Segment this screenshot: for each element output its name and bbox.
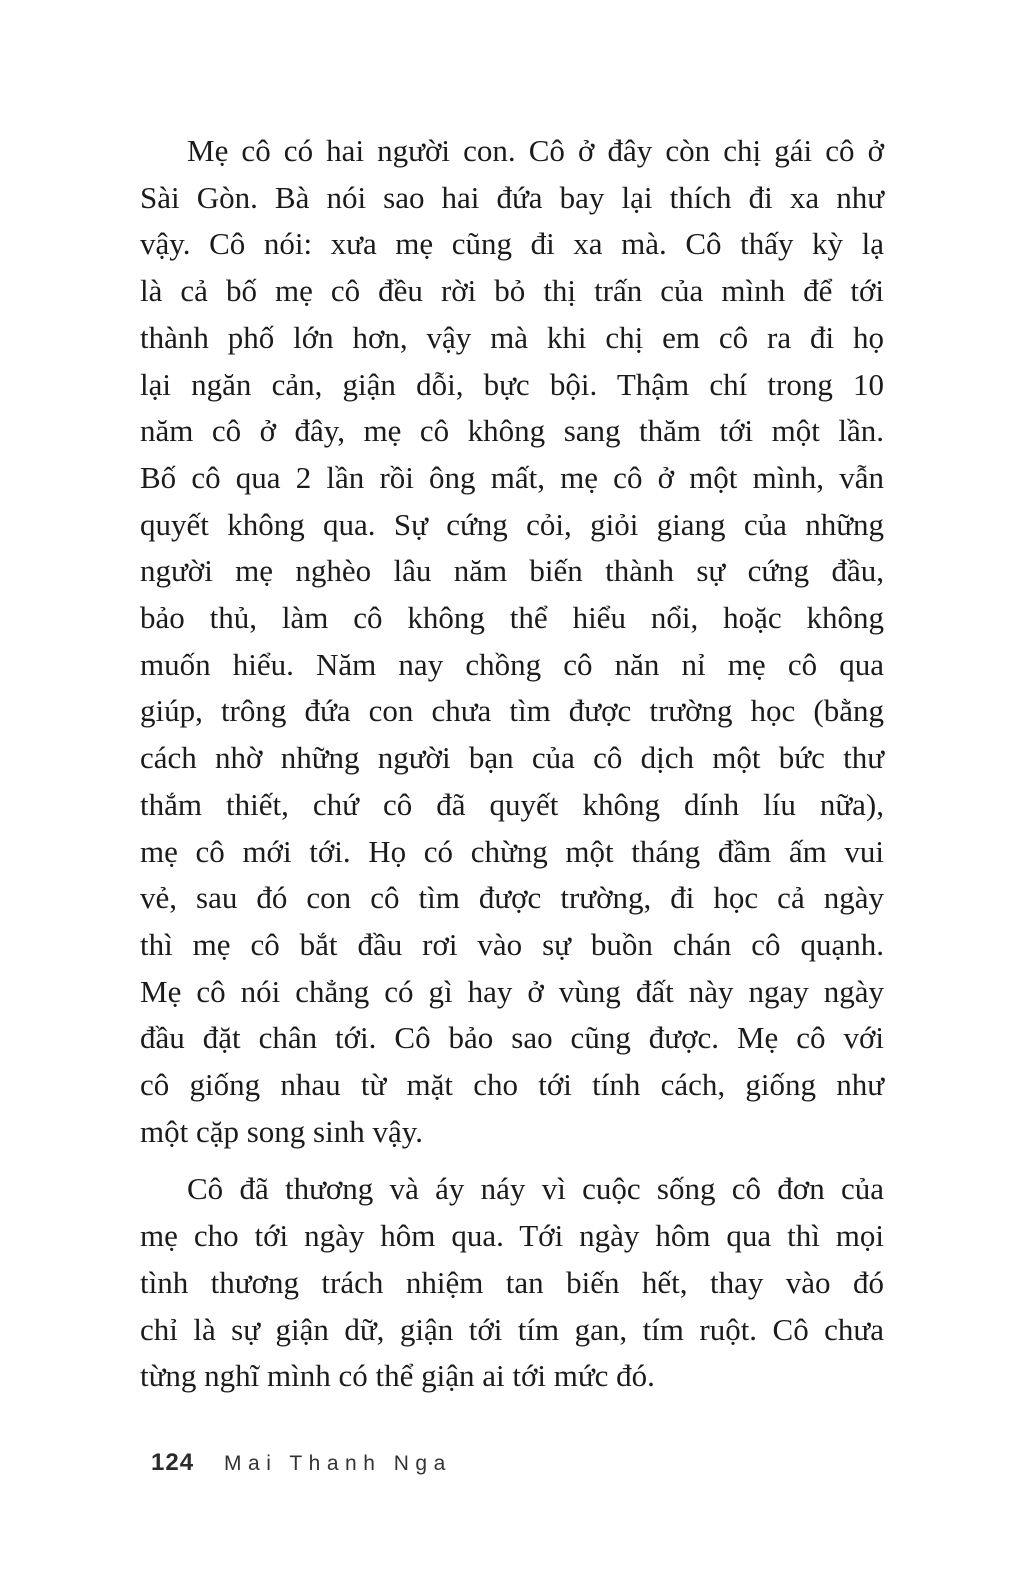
text-line: mẹ cho tới ngày hôm qua. Tới ngày hôm qua thì mọi [140, 1218, 884, 1254]
text-line: đầu đặt chân tới. Cô bảo sao cũng được. Mẹ cô với [140, 1020, 884, 1056]
paragraph-2 [140, 1166, 884, 1400]
paragraph-1 [140, 128, 884, 1155]
page-number: 124 [151, 1449, 195, 1476]
text-line: thì mẹ cô bắt đầu rơi vào sự buồn chán cô quạnh. [140, 926, 884, 962]
text-line: một cặp song sinh vậy. [140, 1113, 423, 1149]
text-line: người mẹ nghèo lâu năm biến thành sự cứng đầu, [140, 553, 884, 589]
text-line: quyết không qua. Sự cứng cỏi, giỏi giang của những [140, 506, 884, 542]
text-line: thành phố lớn hơn, vậy mà khi chị em cô ra đi họ [140, 319, 884, 355]
text-line: chỉ là sự giận dữ, giận tới tím gan, tím ruột. Cô chưa [140, 1311, 884, 1347]
text-line: cô giống nhau từ mặt cho tới tính cách, giống như [140, 1067, 884, 1103]
text-line: Sài Gòn. Bà nói sao hai đứa bay lại thích đi xa như [140, 179, 884, 215]
text-line: Cô đã thương và áy náy vì cuộc sống cô đơn của [187, 1171, 884, 1207]
text-line: tình thương trách nhiệm tan biến hết, thay vào đó [140, 1264, 884, 1300]
text-line: giúp, trông đứa con chưa tìm được trường học (bằng [140, 693, 884, 729]
text-line: vậy. Cô nói: xưa mẹ cũng đi xa mà. Cô thấy kỳ lạ [140, 226, 884, 262]
text-line: vẻ, sau đó con cô tìm được trường, đi học cả ngày [140, 880, 884, 916]
text-line: mẹ cô mới tới. Họ có chừng một tháng đầm ấm vui [140, 833, 884, 869]
page-footer [151, 1449, 452, 1477]
text-line: Bố cô qua 2 lần rồi ông mất, mẹ cô ở một mình, vẫn [140, 459, 884, 495]
text-line: là cả bố mẹ cô đều rời bỏ thị trấn của mình để tới [140, 273, 884, 309]
text-line: năm cô ở đây, mẹ cô không sang thăm tới một lần. [140, 413, 884, 449]
text-line: lại ngăn cản, giận dỗi, bực bội. Thậm chí trong 10 [140, 366, 884, 402]
author-name: Mai Thanh Nga [224, 1452, 452, 1475]
text-line: Mẹ cô có hai người con. Cô ở đây còn chị gái cô ở [187, 133, 884, 168]
text-line: muốn hiểu. Năm nay chồng cô năn nỉ mẹ cô qua [140, 646, 884, 682]
page-text [140, 128, 884, 1400]
text-line: Mẹ cô nói chẳng có gì hay ở vùng đất này ngay ngày [140, 973, 884, 1009]
text-line: từng nghĩ mình có thể giận ai tới mức đó. [140, 1358, 655, 1394]
text-line: cách nhờ những người bạn của cô dịch một bức thư [140, 740, 884, 776]
text-line: bảo thủ, làm cô không thể hiểu nổi, hoặc không [140, 600, 884, 636]
text-line: thắm thiết, chứ cô đã quyết không dính líu nữa), [140, 786, 884, 822]
